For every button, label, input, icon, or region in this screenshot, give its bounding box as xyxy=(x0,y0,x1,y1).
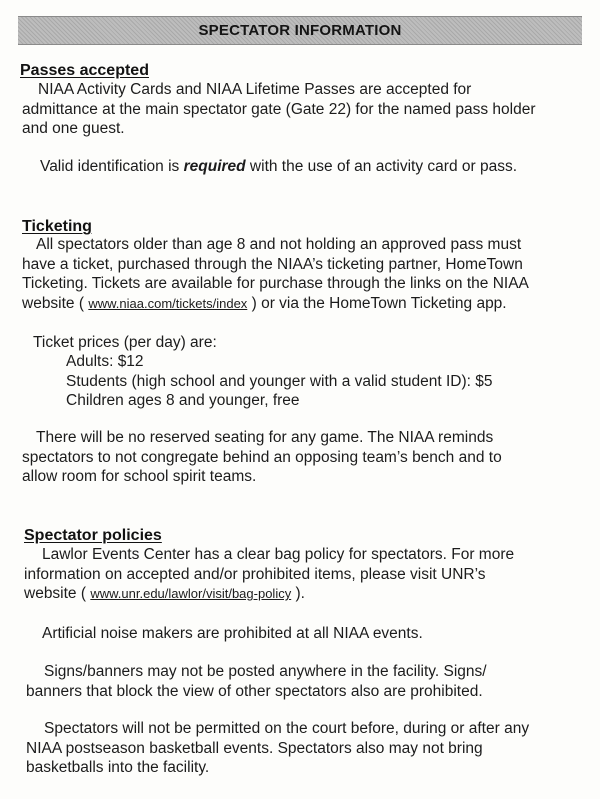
signs-line-2: banners that block the view of other spectators also are prohibited. xyxy=(26,682,483,700)
ticketing-website-before: website ( xyxy=(22,294,89,312)
bag-line-1: Lawlor Events Center has a clear bag policy for spectators. For more xyxy=(42,546,515,563)
price-children: Children ages 8 and younger, free xyxy=(66,392,300,409)
seating-paragraph xyxy=(22,428,502,487)
ticket-prices-label: Ticket prices (per day) are: xyxy=(33,334,217,351)
ticketing-line-4 xyxy=(22,294,529,314)
noise-makers-text: Artificial noise makers are prohibited at all NIAA events. xyxy=(42,625,423,642)
passes-line-3: and one guest. xyxy=(22,120,125,137)
ticketing-line-2: have a ticket, purchased through the NIAA’s ticketing partner, HomeTown xyxy=(22,255,523,273)
passes-heading: Passes accepted xyxy=(20,62,149,79)
page-title: SPECTATOR INFORMATION xyxy=(198,22,402,39)
id-text-after: with the use of an activity card or pass. xyxy=(245,158,518,175)
header-band xyxy=(18,16,582,45)
signs-paragraph xyxy=(26,662,487,701)
niaa-tickets-link[interactable]: www.niaa.com/tickets/index xyxy=(88,295,248,311)
passes-paragraph xyxy=(22,80,536,139)
id-required-text xyxy=(40,157,517,177)
seating-line-3: allow room for school spirit teams. xyxy=(22,468,257,485)
price-adults: Adults: $12 xyxy=(66,353,144,370)
bag-line-2: information on accepted and/or prohibited items, please visit UNR’s xyxy=(24,565,486,583)
court-line-2: NIAA postseason basketball events. Spectators also may not bring xyxy=(26,739,483,757)
id-text-before: Valid identification is xyxy=(40,158,184,175)
court-line-3: basketballs into the facility. xyxy=(26,759,210,776)
ticketing-heading: Ticketing xyxy=(22,218,92,235)
bag-line-3 xyxy=(24,584,514,604)
bag-website-after: ). xyxy=(291,585,305,602)
price-students: Students (high school and younger with a valid student ID): $5 xyxy=(66,372,493,390)
unr-bag-policy-link[interactable]: www.unr.edu/lawlor/visit/bag-policy xyxy=(90,586,292,601)
bag-website-before: website ( xyxy=(24,585,91,602)
passes-line-1: NIAA Activity Cards and NIAA Lifetime Passes are accepted for xyxy=(38,81,472,98)
id-text-emphasis: required xyxy=(183,158,246,175)
court-paragraph xyxy=(26,719,529,778)
passes-line-2: admittance at the main spectator gate (Gate 22) for the named pass holder xyxy=(22,100,536,118)
signs-line-1: Signs/banners may not be posted anywhere in the facility. Signs/ xyxy=(44,663,487,680)
court-line-1: Spectators will not be permitted on the court before, during or after any xyxy=(44,720,530,737)
seating-line-2: spectators to not congregate behind an opposing team’s bench and to xyxy=(22,448,502,466)
bag-policy-paragraph xyxy=(24,545,514,604)
ticketing-website-after: ) or via the HomeTown Ticketing app. xyxy=(247,294,507,312)
policies-heading: Spectator policies xyxy=(24,527,162,544)
ticketing-line-3: Ticketing. Tickets are available for purchase through the links on the NIAA xyxy=(22,275,529,292)
ticketing-paragraph xyxy=(22,235,529,313)
ticket-prices-list xyxy=(66,352,493,411)
seating-line-1: There will be no reserved seating for any game. The NIAA reminds xyxy=(36,429,494,446)
ticketing-line-1: All spectators older than age 8 and not holding an approved pass must xyxy=(36,236,522,253)
